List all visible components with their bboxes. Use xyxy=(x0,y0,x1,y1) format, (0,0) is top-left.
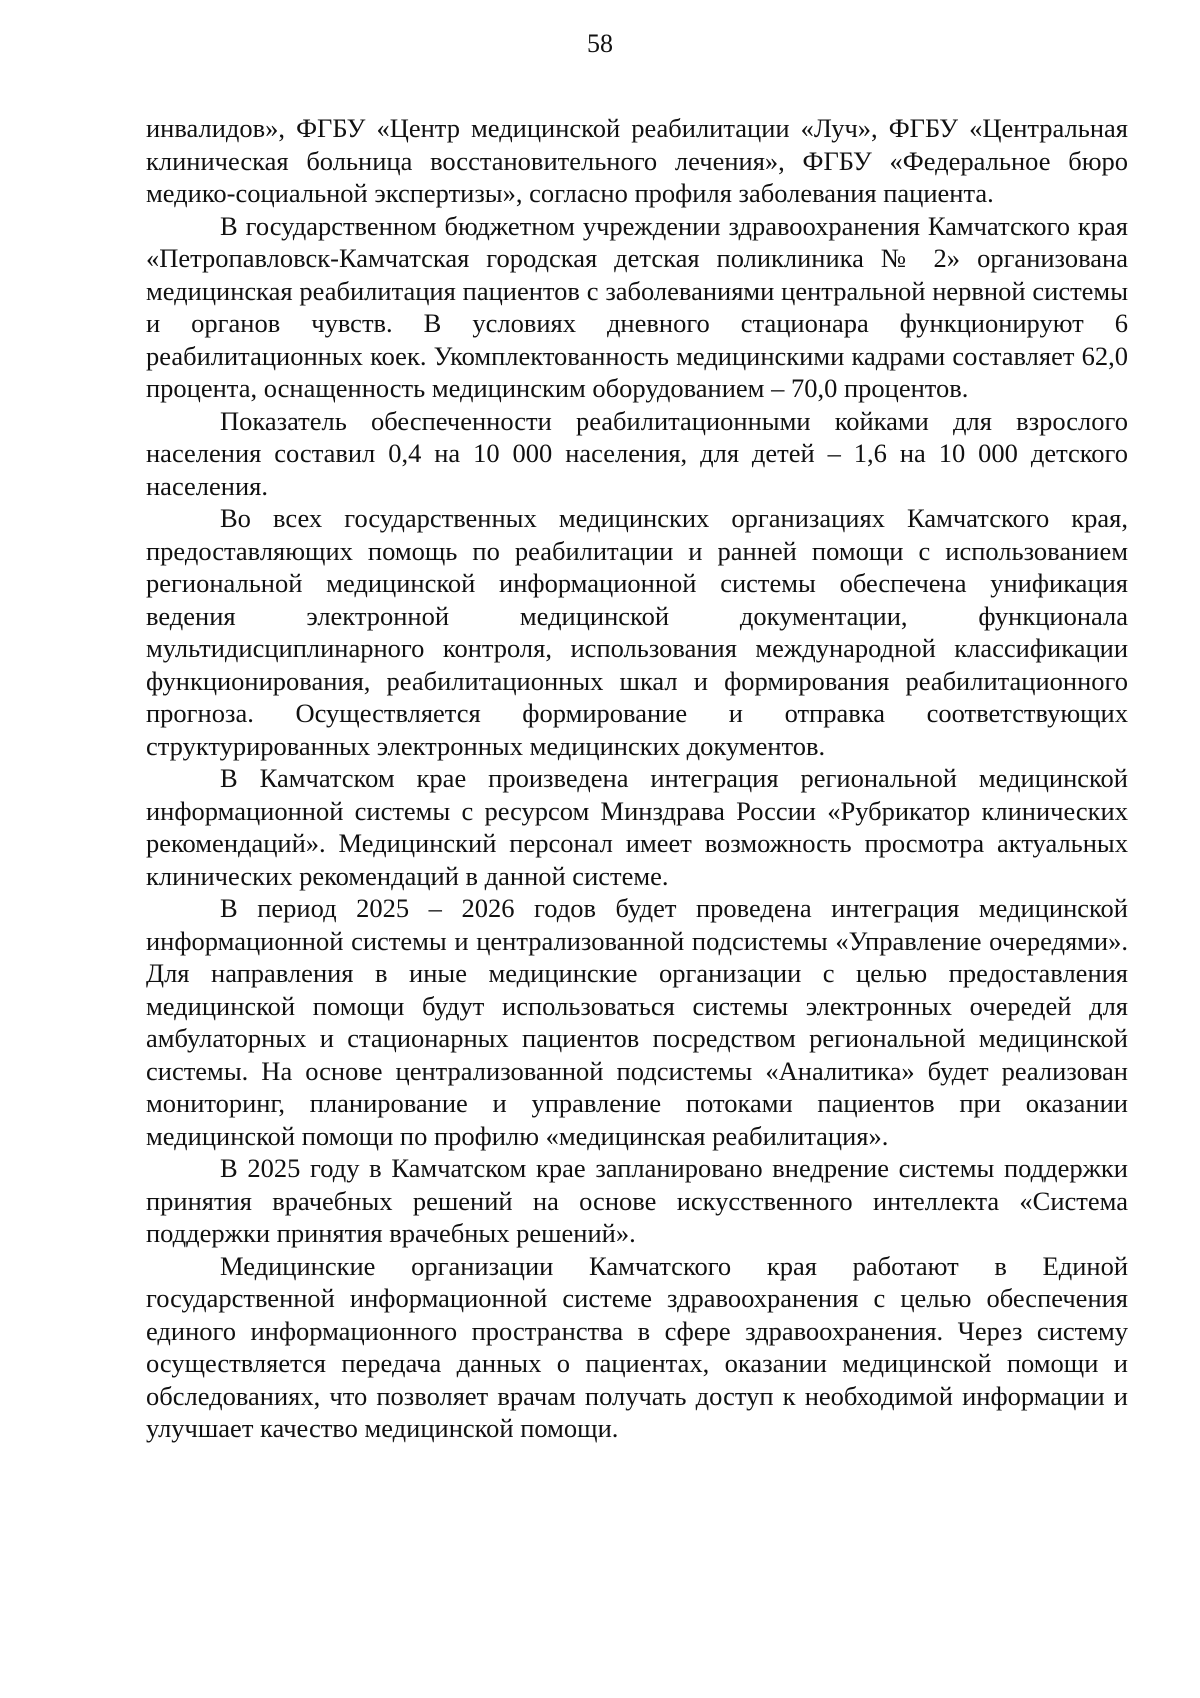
page-number: 58 xyxy=(587,29,613,58)
paragraph-clinical-guidelines-integration: В Камчатском крае произведена интеграция региональной медицинской информационной системы с ресурсом Минздрава России «Рубрикатор клинических рекомендаций». Медицинский персонал имеет возможность просмотра актуальных клинических рекомендаций в данной системе. xyxy=(146,763,1128,891)
paragraph-queue-management: В период 2025 – 2026 годов будет проведена интеграция медицинской информационной системы и централизованной подсистемы «Управление очередями». Для направления в иные медицинские организации с целью предоставления медицинской помощи будут использоваться системы электронных очередей для амбулаторных и стационарных пациентов посредством региональной медицинской системы. На основе централизованной подсистемы «Аналитика» будет реализован мониторинг, планирование и управление потоками пациентов при оказании медицинской помощи по профилю «медицинская реабилитация». xyxy=(146,893,1128,1151)
paragraph-continuation: инвалидов», ФГБУ «Центр медицинской реабилитации «Луч», ФГБУ «Центральная клиническая больница восстановительного лечения», ФГБУ «Федеральное бюро медико-социальной экспертизы», согласно профиля заболевания пациента. xyxy=(146,113,1128,208)
paragraph-unified-state-system: Медицинские организации Камчатского края работают в Единой государственной информационной системе здравоохранения с целью обеспечения единого информационного пространства в сфере здравоохранения. Через систему осуществляется передача данных о пациентах, оказании медицинской помощи и обследованиях, что позволяет врачам получать доступ к необходимой информации и улучшает качество медицинской помощи. xyxy=(146,1250,1128,1443)
paragraph-ai-decision-support: В 2025 году в Камчатском крае запланировано внедрение системы поддержки принятия врачебных решений на основе искусственного интеллекта «Система поддержки принятия врачебных решений». xyxy=(146,1153,1128,1248)
paragraph-document-unification: Во всех государственных медицинских организациях Камчатского края, предоставляющих помощь по реабилитации и ранней помощи с использованием региональной медицинской информационной системы обеспечена унификация ведения электронной медицинской документации, функционала мультидисциплинарного контроля, использования международной классификации функционирования, реабилитационных шкал и формирования реабилитационного прогноза. Осуществляется формирование и отправка соответствующих структурированных электронных медицинских документов. xyxy=(146,503,1128,761)
paragraph-bed-provision: Показатель обеспеченности реабилитационными койками для взрослого населения составил 0,4 на 10 000 населения, для детей – 1,6 на 10 000 детского населения. xyxy=(146,405,1128,501)
body-text xyxy=(146,112,1128,1445)
paragraph-rehab-childrens-polyclinic: В государственном бюджетном учреждении здравоохранения Камчатского края «Петропавловск-Камчатская городская детская поликлиника № 2» организована медицинская реабилитация пациентов с заболеваниями центральной нервной системы и органов чувств. В условиях дневного стационара функционируют 6 реабилитационных коек. Укомплектованность медицинскими кадрами составляет 62,0 процента, оснащенность медицинским оборудованием – 70,0 процентов. xyxy=(146,210,1128,403)
